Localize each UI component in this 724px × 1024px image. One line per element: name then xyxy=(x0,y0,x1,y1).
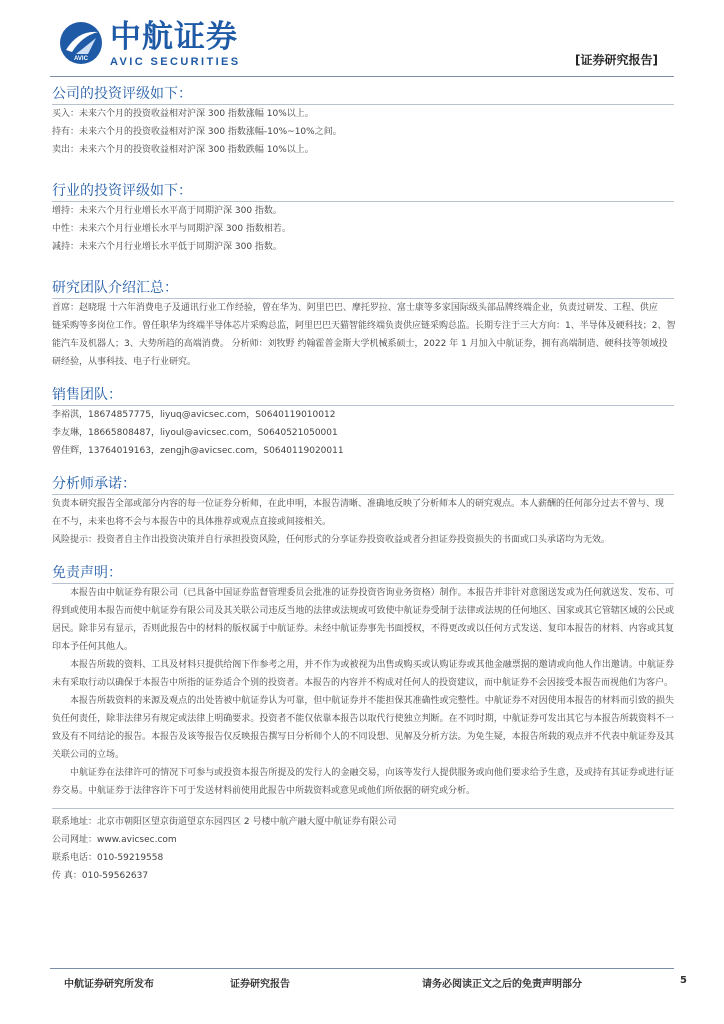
contact-website: 公司网址：www.avicsec.com xyxy=(52,835,177,845)
svg-text:AVIC: AVIC xyxy=(74,56,88,62)
team-line: 首席：赵晓琨 十六年消费电子及通讯行业工作经验，曾在华为、阿里巴巴、摩托罗拉、富士康等多家国际级头部品牌终端企业，负责过研发、工程、供应 xyxy=(52,303,658,313)
contact-phone: 联系电话：010-59219558 xyxy=(52,853,164,863)
rating-line: 持有：未来六个月的投资收益相对沪深 300 指数涨幅-10%~10%之间。 xyxy=(52,127,342,137)
team-section xyxy=(52,278,674,371)
commitment-line: 负责本研究报告全部或部分内容的每一位证券分析师，在此申明，本报告清晰、准确地反映了分析师本人的研究观点。本人薪酬的任何部分过去不曾与、现 xyxy=(52,499,665,509)
disclaimer-paragraph: 本报告由中航证券有限公司（已具备中国证券监督管理委员会批准的证券投资咨询业务资格）制作。本报告并非针对意图送发或为任何就送发、发布、可得到或使用本报告而使中航证券有限公司及其关联公司违反当地的法律或法规或可致使中航证券受制于法律或法规的任何地区、国家或其它管辖区域的公民或居民。除非另有显示，否则此报告中的材料的版权属于中航证券。未经中航证券事先书面授权，不得更改或以任何方式发送、复印本报告的材料、内容或其复印本予任何其他人。 xyxy=(52,588,674,652)
team-line: 能汽车及机器人；3、大势所趋的高端消费。 分析师：刘牧野 约翰霍普金斯大学机械系硕士，2022 年 1 月加入中航证券，拥有高端制造、硬科技等领域投 xyxy=(52,339,668,349)
commitment-line: 风险提示：投资者自主作出投资决策并自行承担投资风险，任何形式的分享证券投资收益或者分担证券投资损失的书面或口头承诺均为无效。 xyxy=(52,535,611,545)
brand-name-cn: 中航证券 xyxy=(110,19,238,55)
contact-section xyxy=(52,813,674,885)
team-title: 研究团队介绍汇总： xyxy=(52,280,178,296)
page-content xyxy=(52,84,674,885)
rating-line: 买入：未来六个月的投资收益相对沪深 300 指数涨幅 10%以上。 xyxy=(52,109,314,119)
commitment-line: 在不与，未来也将不会与本报告中的具体推荐或观点直接或间接相关。 xyxy=(52,517,332,527)
team-line: 研经验，从事科技、电子行业研究。 xyxy=(52,357,197,367)
avic-logo-icon xyxy=(58,20,104,66)
company-rating-section xyxy=(52,84,674,159)
sales-section xyxy=(52,385,674,460)
disclaimer-paragraph: 本报告所载的资料、工具及材料只提供给阁下作参考之用，并不作为或被视为出售或购买或认购证券或其他金融票据的邀请或向他人作出邀请。中航证券未有采取行动以确保于本报告中所指的证券适合个别的投资者。本报告的内容并不构成对任何人的投资建议，而中航证券不会因接受本报告而视他们为客户。 xyxy=(52,660,674,688)
contact-fax: 传 真：010-59562637 xyxy=(52,871,149,881)
rating-line: 卖出：未来六个月的投资收益相对沪深 300 指数跌幅 10%以上。 xyxy=(52,145,314,155)
sales-contact: 曾佳辉，13764019163，zengjh@avicsec.com，S0640119020011 xyxy=(52,446,344,456)
brand-name-en: AVIC SECURITIES xyxy=(110,56,241,68)
header-divider xyxy=(50,76,674,77)
rating-line: 增持：未来六个月行业增长水平高于同期沪深 300 指数。 xyxy=(52,206,282,216)
rating-line: 中性：未来六个月行业增长水平与同期沪深 300 指数相若。 xyxy=(52,224,291,234)
disclaimer-paragraph: 中航证券在法律许可的情况下可参与或投资本报告所提及的发行人的金融交易，向该等发行人提供服务或向他们要求给予生意，及或持有其证券或进行证券交易。中航证券于法律容许下可于发送材料前使用此报告中所载资料或意见或他们所依据的研究或分析。 xyxy=(52,768,674,796)
footer-publisher: 中航证券研究所发布 xyxy=(64,979,154,990)
report-type-tag: [证券研究报告] xyxy=(575,53,658,67)
sales-title: 销售团队： xyxy=(52,387,122,403)
page-number: 5 xyxy=(680,975,687,986)
sales-contact: 李友琳，18665808487，liyoul@avicsec.com，S0640521050001 xyxy=(52,428,338,438)
team-line: 链采购等多岗位工作。曾任职华为终端半导体芯片采购总监，阿里巴巴天猫智能终端负责供应链采购总监。长期专注于三大方向：1、半导体及硬科技；2、智 xyxy=(52,321,676,331)
commitment-title: 分析师承诺： xyxy=(52,476,136,492)
disclaimer-paragraph: 本报告所载资料的来源及观点的出处皆被中航证券认为可靠，但中航证券并不能担保其准确性或完整性。中航证券不对因使用本报告的材料而引致的损失负任何责任，除非法律另有规定或法律上明确要求。投资者不能仅依靠本报告以取代行使独立判断。在不同时期，中航证券可发出其它与本报告所载资料不一致及有不同结论的报告。本报告及该等报告仅反映报告撰写日分析师个人的不同设想、见解及分析方法。为免生疑，本报告所载的观点并不代表中航证券及其关联公司的立场。 xyxy=(52,696,674,760)
company-rating-title: 公司的投资评级如下： xyxy=(52,86,192,102)
footer-disclaimer-note: 请务必阅读正文之后的免责声明部分 xyxy=(422,979,582,990)
sales-contact: 李裕淇，18674857775，liyuq@avicsec.com，S0640119010012 xyxy=(52,410,336,420)
commitment-section xyxy=(52,474,674,549)
footer-report-type: 证券研究报告 xyxy=(230,979,290,990)
disclaimer-title: 免责声明： xyxy=(52,565,122,581)
industry-rating-section xyxy=(52,181,674,256)
page-header xyxy=(0,0,724,80)
rating-line: 减持：未来六个月行业增长水平低于同期沪深 300 指数。 xyxy=(52,242,282,252)
contact-address: 联系地址：北京市朝阳区望京街道望京东园四区 2 号楼中航产融大厦中航证券有限公司 xyxy=(52,817,397,827)
footer-divider xyxy=(50,968,674,969)
industry-rating-title: 行业的投资评级如下： xyxy=(52,183,192,199)
disclaimer-section xyxy=(52,563,674,809)
